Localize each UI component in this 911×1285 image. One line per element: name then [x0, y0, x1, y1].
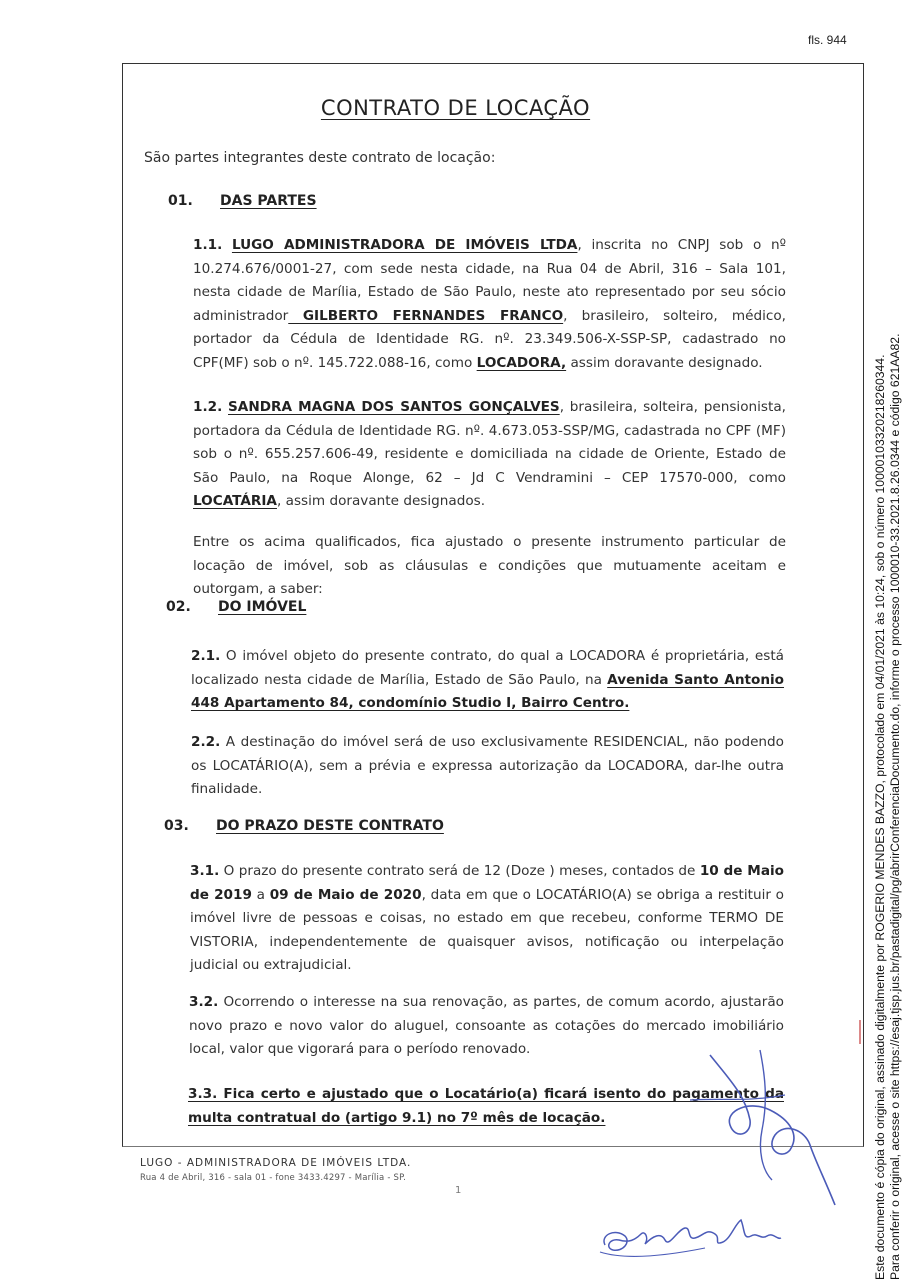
clause-3-3: 3.3. Fica certo e ajustado que o Locatário(a) ficará isento do pagamento da multa contratual do (artigo 9.1) no 7º mês de locação. — [188, 1086, 784, 1126]
agreement-paragraph: Entre os acima qualificados, fica ajustado o presente instrumento particular de locação de imóvel, sob as cláusulas e condições que mutuamente aceitam e outorgam, a saber: — [193, 534, 786, 597]
handwritten-signature — [595, 1210, 785, 1270]
document-title: CONTRATO DE LOCAÇÃO — [320, 96, 591, 120]
page-number-label: fls. 944 — [808, 33, 847, 47]
red-mark — [855, 1018, 865, 1048]
rubric-signature — [690, 1040, 840, 1215]
section-03-heading: 03. DO PRAZO DESTE CONTRATO — [164, 818, 444, 834]
clause-1-2: 1.2. SANDRA MAGNA DOS SANTOS GONÇALVES, brasileira, solteira, pensionista, portadora da Cédula de Identidade RG. nº. 4.673.053-SSP/MG, cadastrada no CPF (MF) sob o nº. 655.257.606-49, residente e domiciliada na cidade de Oriente, Estado de São Paulo, na Roque Alonge, 62 – Jd C Vendramini – CEP 17570-000, como LOCATÁRIA, assim doravante designados. — [193, 399, 786, 509]
clause-3-1: 3.1. O prazo do presente contrato será de 12 (Doze ) meses, contados de 10 de Maio de 2019 a 09 de Maio de 2020, data em que o LOCATÁRIO(A) se obriga a restituir o imóvel livre de pessoas e coisas, no estado em que recebeu, conforme TERMO DE VISTORIA, independentemente de quaisquer avisos, notificação ou interpelação judicial ou extrajudicial. — [190, 863, 784, 973]
clause-2-1: 2.1. O imóvel objeto do presente contrato, do qual a LOCADORA é proprietária, está localizado nesta cidade de Marília, Estado de São Paulo, na Avenida Santo Antonio 448 Apartamento 84, condomínio Studio I, Bairro Centro. — [191, 648, 785, 711]
footer-page-number: 1 — [455, 1185, 462, 1196]
clause-2-2: 2.2. A destinação do imóvel será de uso exclusivamente RESIDENCIAL, não podendo os LOCATÁRIO(A), sem a prévia e expressa autorização da LOCADORA, dar-lhe outra finalidade. — [191, 734, 784, 797]
footer-company: LUGO - ADMINISTRADORA DE IMÓVEIS LTDA. — [140, 1157, 412, 1169]
section-02-heading: 02. DO IMÓVEL — [166, 599, 307, 615]
footer-address: Rua 4 de Abril, 316 - sala 01 - fone 3433.4297 - Marília - SP. — [140, 1173, 407, 1183]
digital-signature-note — [873, 10, 903, 1280]
section-01-heading: 01. DAS PARTES — [168, 193, 317, 209]
intro-text: São partes integrantes deste contrato de locação: — [144, 150, 496, 166]
digital-signature-line-1: Este documento é cópia do original, assinado digitalmente por ROGERIO MENDES BAZZO, protocolado em 04/01/2021 às 10:24, sob o número 10000103320218260344. — [873, 354, 887, 1280]
clause-1-1: 1.1. LUGO ADMINISTRADORA DE IMÓVEIS LTDA, inscrita no CNPJ sob o nº 10.274.676/0001-27, com sede nesta cidade, na Rua 04 de Abril, 316 – Sala 101, nesta cidade de Marília, Estado de São Paulo, neste ato representado por seu sócio administrador GILBERTO FERNANDES FRANCO, brasileiro, solteiro, médico, portador da Cédula de Identidade RG. nº. 23.349.506-X-SSP-SP, cadastrado no CPF(MF) sob o nº. 145.722.088-16, como LOCADORA, assim doravante designado. — [193, 237, 786, 371]
digital-signature-line-2: Para conferir o original, acesse o site https://esaj.tjsp.jus.br/pastadigital/pg/abrirConferenciaDocumento.do, informe o processo 1000010-33.2021.8.26.0344 e código 621AA82. — [888, 333, 902, 1280]
clause-3-2: 3.2. Ocorrendo o interesse na sua renovação, as partes, de comum acordo, ajustarão novo prazo e novo valor do aluguel, consoante as cotações do mercado imobiliário local, valor que vigorará para o período renovado. — [189, 994, 784, 1057]
